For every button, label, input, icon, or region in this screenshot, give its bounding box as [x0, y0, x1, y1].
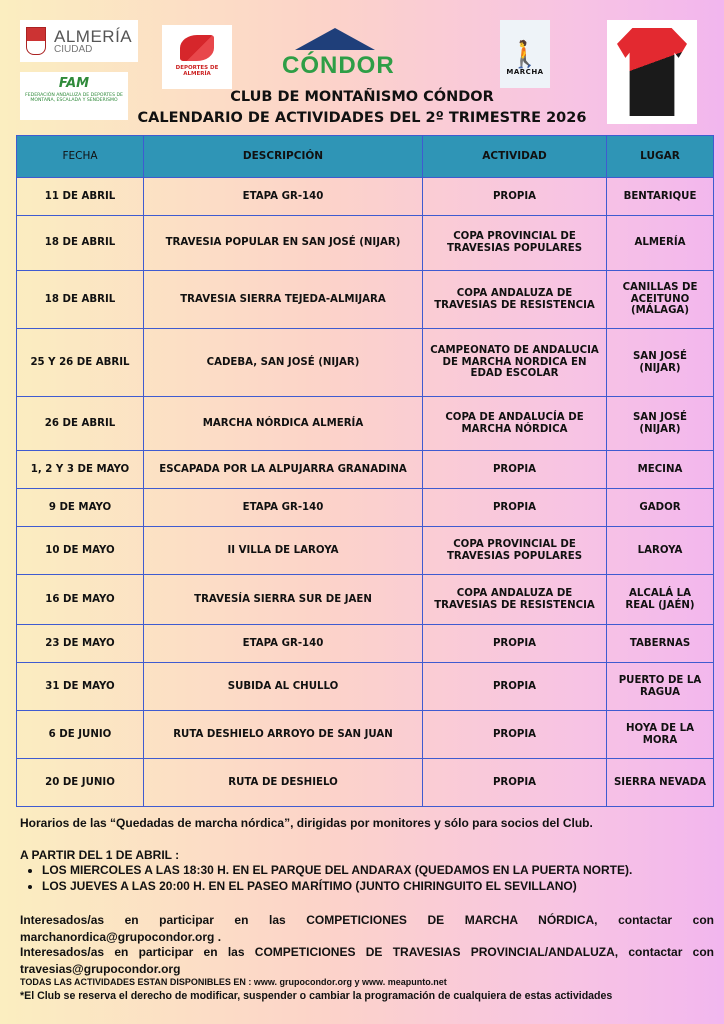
cell-actividad: PROPIA — [423, 711, 607, 759]
table-row — [17, 663, 714, 711]
cell-actividad: PROPIA — [423, 489, 607, 527]
cell-actividad: CAMPEONATO DE ANDALUCIA DE MARCHA NORDICA EN EDAD ESCOLAR — [423, 329, 607, 397]
cell-lugar: ALCALÁ LA REAL (JAÉN) — [607, 575, 714, 625]
disponibles-note: TODAS LAS ACTIVIDADES ESTAN DISPONIBLES EN : www. grupocondor.org y www. meapunto.net — [20, 977, 447, 987]
cell-descripcion: TRAVESÍA SIERRA SUR DE JAEN — [144, 575, 423, 625]
club-jersey-image — [607, 20, 697, 124]
table-row — [17, 329, 714, 397]
cell-descripcion: II VILLA DE LAROYA — [144, 527, 423, 575]
cell-descripcion: RUTA DESHIELO ARROYO DE SAN JUAN — [144, 711, 423, 759]
cell-fecha: 11 DE ABRIL — [17, 178, 144, 216]
table-row — [17, 575, 714, 625]
cell-lugar: SAN JOSÉ (NIJAR) — [607, 329, 714, 397]
cell-fecha: 1, 2 Y 3 DE MAYO — [17, 451, 144, 489]
table-row — [17, 271, 714, 329]
cell-descripcion: ETAPA GR-140 — [144, 178, 423, 216]
cell-descripcion: ETAPA GR-140 — [144, 625, 423, 663]
almeria-logo-line1: ALMERÍA — [54, 26, 133, 46]
table-header-row — [17, 136, 714, 178]
cell-descripcion: CADEBA, SAN JOSÉ (NIJAR) — [144, 329, 423, 397]
cell-fecha: 6 DE JUNIO — [17, 711, 144, 759]
cell-actividad: COPA DE ANDALUCÍA DE MARCHA NÓRDICA — [423, 397, 607, 451]
cell-lugar: MECINA — [607, 451, 714, 489]
club-title: CLUB DE MONTAÑISMO CÓNDOR — [230, 89, 494, 105]
cell-descripcion: TRAVESIA SIERRA TEJEDA-ALMIJARA — [144, 271, 423, 329]
cell-fecha: 16 DE MAYO — [17, 575, 144, 625]
cell-fecha: 25 Y 26 DE ABRIL — [17, 329, 144, 397]
schedule-list — [20, 862, 722, 894]
cell-fecha: 18 DE ABRIL — [17, 216, 144, 271]
walkers-icon: 🚶 — [508, 40, 542, 70]
table-row — [17, 711, 714, 759]
cell-fecha: 9 DE MAYO — [17, 489, 144, 527]
cell-lugar: BENTARIQUE — [607, 178, 714, 216]
marcha-logo-label: MARCHA — [506, 68, 544, 76]
header-actividad: ACTIVIDAD — [423, 136, 607, 178]
deportes-almeria-logo — [162, 25, 232, 89]
list-item: • LOS JUEVES A LAS 20:00 H. EN EL PASEO MARÍTIMO (JUNTO CHIRINGUITO EL SEVILLANO) — [42, 878, 722, 894]
almeria-shield-icon — [26, 27, 46, 55]
cell-fecha: 18 DE ABRIL — [17, 271, 144, 329]
fam-logo-mark: FAM — [58, 76, 90, 91]
table-row — [17, 451, 714, 489]
calendar-title: CALENDARIO DE ACTIVIDADES DEL 2º TRIMESTRE 2026 — [137, 110, 587, 126]
cell-actividad: COPA PROVINCIAL DE TRAVESIAS POPULARES — [423, 527, 607, 575]
header-fecha: FECHA — [17, 136, 144, 178]
cell-fecha: 26 DE ABRIL — [17, 397, 144, 451]
cell-actividad: PROPIA — [423, 663, 607, 711]
marcha-logo — [500, 20, 550, 88]
cell-descripcion: SUBIDA AL CHULLO — [144, 663, 423, 711]
table-row — [17, 489, 714, 527]
apartir-heading: A PARTIR DEL 1 DE ABRIL : — [20, 848, 180, 862]
almeria-ciudad-logo — [20, 20, 138, 62]
cell-lugar: SIERRA NEVADA — [607, 759, 714, 807]
cell-fecha: 10 DE MAYO — [17, 527, 144, 575]
header-descripcion: DESCRIPCIÓN — [144, 136, 423, 178]
deportes-runner-icon — [180, 35, 214, 61]
interesados-travesias-note: Interesados/as en participar en las COMPETICIONES DE TRAVESIAS PROVINCIAL/ANDALUZA, contactar con travesias@grupocondor.org — [20, 945, 714, 976]
cell-lugar: LAROYA — [607, 527, 714, 575]
list-item: • LOS MIERCOLES A LAS 18:30 H. EN EL PARQUE DEL ANDARAX (QUEDAMOS EN LA PUERTA NORTE). — [42, 862, 722, 878]
cell-descripcion: ETAPA GR-140 — [144, 489, 423, 527]
interesados-marcha-note: Interesados/as en participar en las COMPETICIONES DE MARCHA NÓRDICA, contactar con marchanordica@grupocondor.org . — [20, 913, 714, 944]
header-lugar: LUGAR — [607, 136, 714, 178]
table-row — [17, 397, 714, 451]
table-row — [17, 178, 714, 216]
cell-descripcion: TRAVESIA POPULAR EN SAN JOSÉ (NIJAR) — [144, 216, 423, 271]
cell-fecha: 31 DE MAYO — [17, 663, 144, 711]
cell-actividad: COPA PROVINCIAL DE TRAVESIAS POPULARES — [423, 216, 607, 271]
activities-table — [16, 135, 714, 807]
cell-lugar: SAN JOSÉ (NIJAR) — [607, 397, 714, 451]
deportes-logo-text: DEPORTES DE ALMERÍA — [175, 65, 219, 77]
table-row — [17, 625, 714, 663]
condor-logo — [282, 28, 395, 84]
mountain-icon — [295, 28, 375, 50]
cell-actividad: PROPIA — [423, 759, 607, 807]
cell-actividad: PROPIA — [423, 451, 607, 489]
cell-actividad: COPA ANDALUZA DE TRAVESIAS DE RESISTENCIA — [423, 271, 607, 329]
reserva-note: *El Club se reserva el derecho de modificar, suspender o cambiar la programación de cualquiera de estas actividades — [20, 990, 613, 1002]
cell-lugar: CANILLAS DE ACEITUNO (MÁLAGA) — [607, 271, 714, 329]
almeria-logo-line2: CIUDAD — [54, 43, 93, 55]
cell-lugar: GADOR — [607, 489, 714, 527]
table-row — [17, 216, 714, 271]
table-row — [17, 759, 714, 807]
cell-lugar: ALMERÍA — [607, 216, 714, 271]
cell-descripcion: RUTA DE DESHIELO — [144, 759, 423, 807]
cell-lugar: PUERTO DE LA RAGUA — [607, 663, 714, 711]
cell-actividad: PROPIA — [423, 178, 607, 216]
cell-actividad: PROPIA — [423, 625, 607, 663]
cell-fecha: 23 DE MAYO — [17, 625, 144, 663]
horarios-note: Horarios de las “Quedadas de marcha nórdica”, dirigidas por monitores y sólo para socios del Club. — [20, 816, 593, 830]
cell-actividad: COPA ANDALUZA DE TRAVESIAS DE RESISTENCIA — [423, 575, 607, 625]
cell-lugar: HOYA DE LA MORA — [607, 711, 714, 759]
cell-descripcion: ESCAPADA POR LA ALPUJARRA GRANADINA — [144, 451, 423, 489]
table-row — [17, 527, 714, 575]
cell-fecha: 20 DE JUNIO — [17, 759, 144, 807]
cell-lugar: TABERNAS — [607, 625, 714, 663]
cell-descripcion: MARCHA NÓRDICA ALMERÍA — [144, 397, 423, 451]
condor-logo-word: CÓNDOR — [282, 52, 395, 79]
fam-logo-text: FEDERACIÓN ANDALUZA DE DEPORTES DE MONTAÑA, ESCALADA Y SENDERISMO — [25, 93, 123, 104]
